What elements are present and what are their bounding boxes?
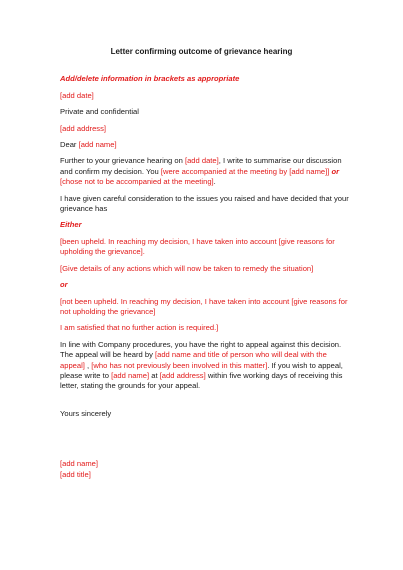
appeal-sep: ,: [87, 360, 90, 370]
not-upheld-option: [not been upheld. In reaching my decision, I have taken into account [give reasons for not upholding the grievance]: [60, 296, 348, 316]
salutation-dear: Dear: [60, 140, 77, 150]
no-further-action: I am satisfied that no further action is required.]: [60, 323, 219, 333]
appeal-address-placeholder: [add address]: [159, 370, 206, 380]
appeal-text-1: In line with Company procedures, you have the right to appeal against this decision. The appeal will be heard by: [60, 339, 342, 360]
signature-title-placeholder: [add title]: [60, 469, 91, 479]
appeal-text-2: . If you wish to appeal, please write to: [60, 360, 343, 380]
appeal-not-involved-placeholder: [who has not previously been involved in this matter]: [91, 360, 268, 370]
accompanied-placeholder: [were accompanied at the meeting by [add name]]: [160, 166, 330, 176]
date-placeholder: [add date]: [60, 90, 94, 100]
signature-space-2: [60, 442, 350, 459]
paragraph-consideration: I have given careful consideration to the issues you raised and have decided that your grievance has: [60, 193, 349, 214]
hearing-end: .: [213, 177, 216, 187]
appeal-at: at: [151, 370, 158, 380]
paragraph-hearing: [60, 156, 350, 187]
private-confidential: Private and confidential: [60, 107, 139, 117]
remedy-details: [Give details of any actions which will now be taken to remedy the situation]: [60, 263, 314, 273]
signature-name-placeholder: [add name]: [60, 459, 98, 469]
or-label: or: [60, 280, 68, 290]
closing: Yours sincerely: [60, 408, 112, 418]
not-accompanied-placeholder: [chose not to be accompanied at the meeting]: [60, 177, 214, 187]
hearing-text-2: , I write to summarise our discussion and confirm my decision. You: [60, 156, 342, 176]
spacer: [60, 398, 350, 409]
document-title: Letter confirming outcome of grievance hearing: [110, 47, 293, 56]
address-placeholder: [add address]: [60, 123, 107, 133]
paragraph-appeal: [60, 340, 350, 392]
or-inline: or: [331, 166, 340, 176]
upheld-option: [been upheld. In reaching my decision, I have taken into account [give reasons for upholding the grievance].: [60, 236, 335, 257]
hearing-text-1: Further to your grievance hearing on: [60, 156, 183, 166]
letter-body: [60, 47, 350, 480]
salutation: [60, 140, 350, 150]
instruction-text: Add/delete information in brackets as appropriate: [60, 74, 240, 84]
hearing-date-placeholder: [add date]: [184, 156, 219, 166]
salutation-name-placeholder: [add name]: [78, 140, 117, 150]
signature-space: [60, 425, 350, 442]
either-label: Either: [60, 220, 82, 230]
appeal-heard-by-placeholder: [add name and title of person who will deal with the appeal]: [60, 350, 327, 370]
appeal-name-placeholder: [add name]: [111, 370, 150, 380]
appeal-text-3: within five working days of receiving this letter, stating the grounds for your appeal.: [60, 370, 343, 391]
